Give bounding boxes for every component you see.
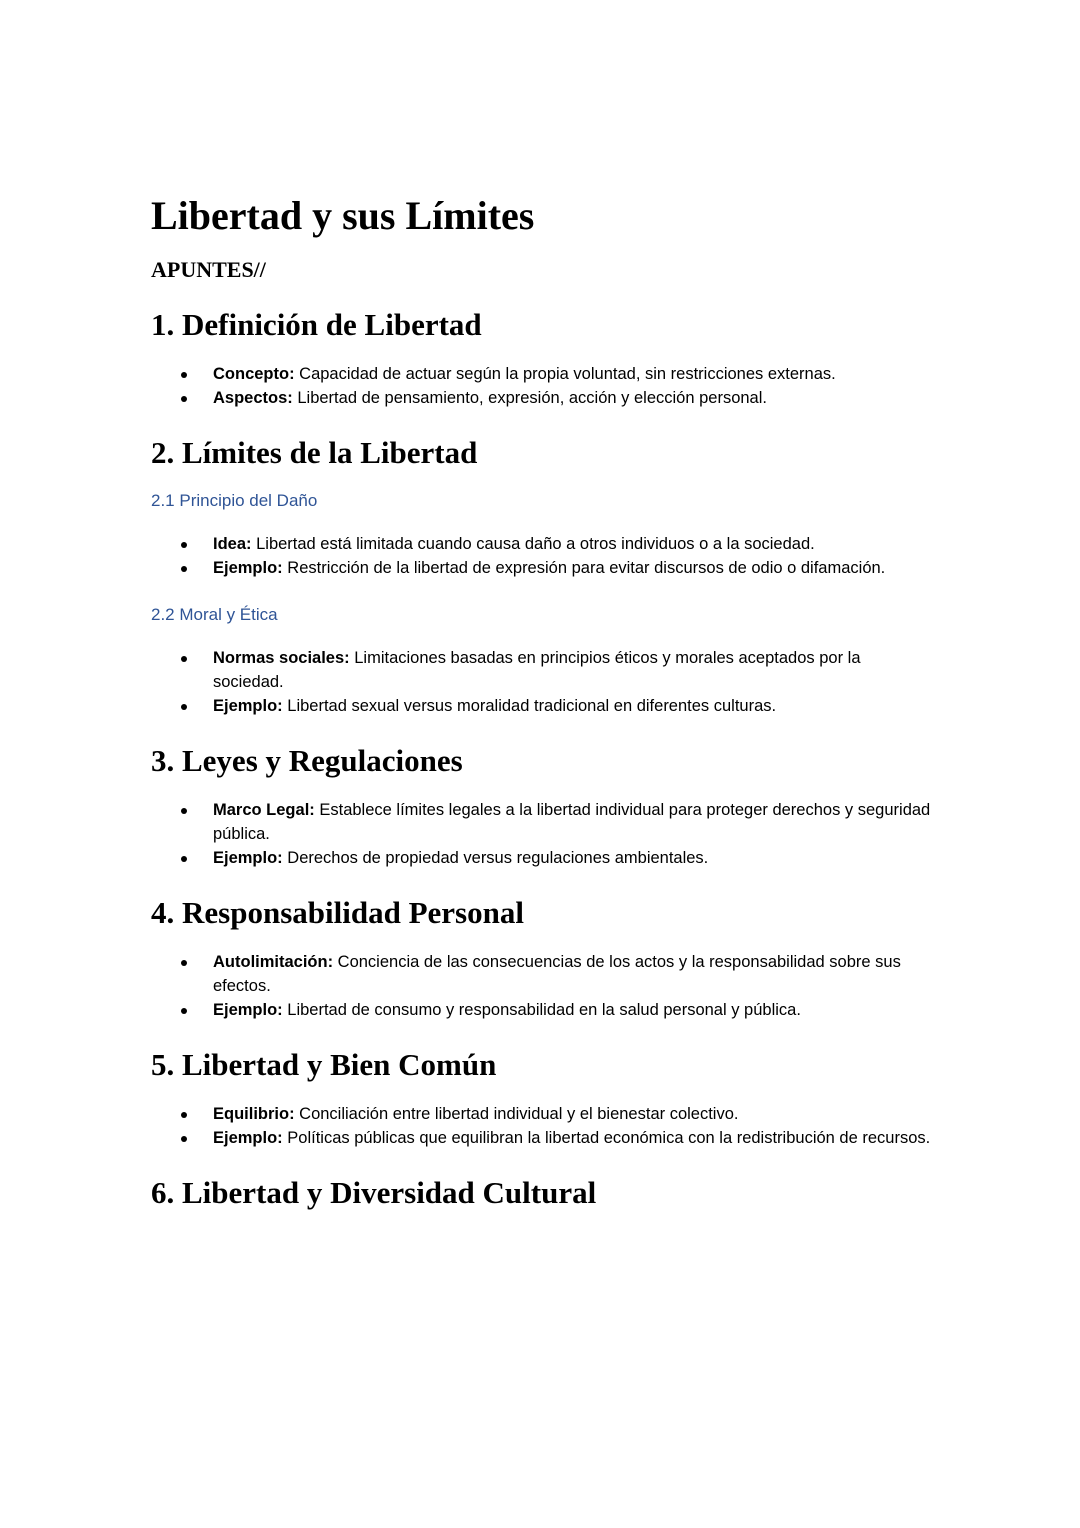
list-item: [151, 798, 931, 846]
list-item-text: Limitaciones basadas en principios éticos y morales aceptados por la sociedad.: [213, 649, 861, 691]
bullet-icon: [181, 396, 187, 402]
bullet-icon: [181, 656, 187, 662]
list-item-term: Ejemplo:: [213, 1001, 283, 1019]
list-item-text: Políticas públicas que equilibran la libertad económica con la redistribución de recursos.: [282, 1129, 931, 1147]
list-item-term: Normas sociales:: [213, 649, 350, 667]
list-item: [151, 532, 931, 556]
bullet-list: [151, 798, 931, 870]
list-item: [151, 1102, 931, 1126]
list-item: [151, 386, 931, 410]
list-item-text: Establece límites legales a la libertad individual para proteger derechos y seguridad pública.: [213, 801, 931, 843]
list-item-text: Conciliación entre libertad individual y el bienestar colectivo.: [294, 1105, 739, 1123]
bullet-list: [151, 1102, 931, 1150]
list-item-term: Equilibrio:: [213, 1105, 295, 1123]
list-item-text: Libertad está limitada cuando causa daño a otros individuos o a la sociedad.: [251, 535, 815, 553]
bullet-icon: [181, 566, 187, 572]
section-heading: 1. Definición de Libertad: [151, 307, 482, 342]
section-heading: 2. Límites de la Libertad: [151, 435, 478, 470]
document-subtitle: APUNTES//: [151, 257, 266, 282]
list-item-text: Libertad de pensamiento, expresión, acción y elección personal.: [292, 389, 767, 407]
list-item: [151, 998, 931, 1022]
list-item-term: Autolimitación:: [213, 953, 334, 971]
section-heading: 6. Libertad y Diversidad Cultural: [151, 1175, 597, 1210]
list-item: [151, 1126, 931, 1150]
bullet-list: [151, 950, 931, 1022]
bullet-icon: [181, 704, 187, 710]
bullet-icon: [181, 542, 187, 548]
bullet-icon: [181, 1136, 187, 1142]
subsection-heading: 2.2 Moral y Ética: [151, 605, 278, 624]
document-content: [151, 192, 931, 1230]
list-item: [151, 556, 931, 580]
list-item-term: Ejemplo:: [213, 849, 283, 867]
list-item-term: Ejemplo:: [213, 1129, 283, 1147]
bullet-icon: [181, 1008, 187, 1014]
bullet-icon: [181, 1112, 187, 1118]
list-item-text: Libertad de consumo y responsabilidad en la salud personal y pública.: [282, 1001, 801, 1019]
list-item: [151, 646, 931, 694]
list-item-term: Idea:: [213, 535, 252, 553]
document-title: Libertad y sus Límites: [151, 193, 535, 238]
list-item: [151, 950, 931, 998]
list-item-term: Marco Legal:: [213, 801, 315, 819]
bullet-icon: [181, 856, 187, 862]
list-item-text: Libertad sexual versus moralidad tradicional en diferentes culturas.: [282, 697, 777, 715]
list-item-term: Concepto:: [213, 365, 295, 383]
section-limites: [151, 434, 931, 718]
section-leyes: [151, 742, 931, 870]
subsection-heading: 2.1 Principio del Daño: [151, 491, 318, 510]
list-item-term: Aspectos:: [213, 389, 293, 407]
bullet-icon: [181, 372, 187, 378]
list-item-text: Restricción de la libertad de expresión para evitar discursos de odio o difamación.: [282, 559, 886, 577]
bullet-list: [151, 646, 931, 718]
section-heading: 5. Libertad y Bien Común: [151, 1047, 497, 1082]
section-definicion: [151, 306, 931, 410]
list-item-text: Capacidad de actuar según la propia voluntad, sin restricciones externas.: [294, 365, 836, 383]
bullet-list: [151, 362, 931, 410]
section-responsabilidad: [151, 894, 931, 1022]
bullet-icon: [181, 808, 187, 814]
bullet-list: [151, 532, 931, 580]
list-item-term: Ejemplo:: [213, 697, 283, 715]
list-item-text: Derechos de propiedad versus regulaciones ambientales.: [282, 849, 709, 867]
section-diversidad: [151, 1174, 931, 1212]
list-item-term: Ejemplo:: [213, 559, 283, 577]
list-item: [151, 362, 931, 386]
list-item-text: Conciencia de las consecuencias de los actos y la responsabilidad sobre sus efectos.: [213, 953, 901, 995]
list-item: [151, 846, 931, 870]
section-bien-comun: [151, 1046, 931, 1150]
list-item: [151, 694, 931, 718]
section-heading: 3. Leyes y Regulaciones: [151, 743, 463, 778]
section-heading: 4. Responsabilidad Personal: [151, 895, 524, 930]
bullet-icon: [181, 960, 187, 966]
